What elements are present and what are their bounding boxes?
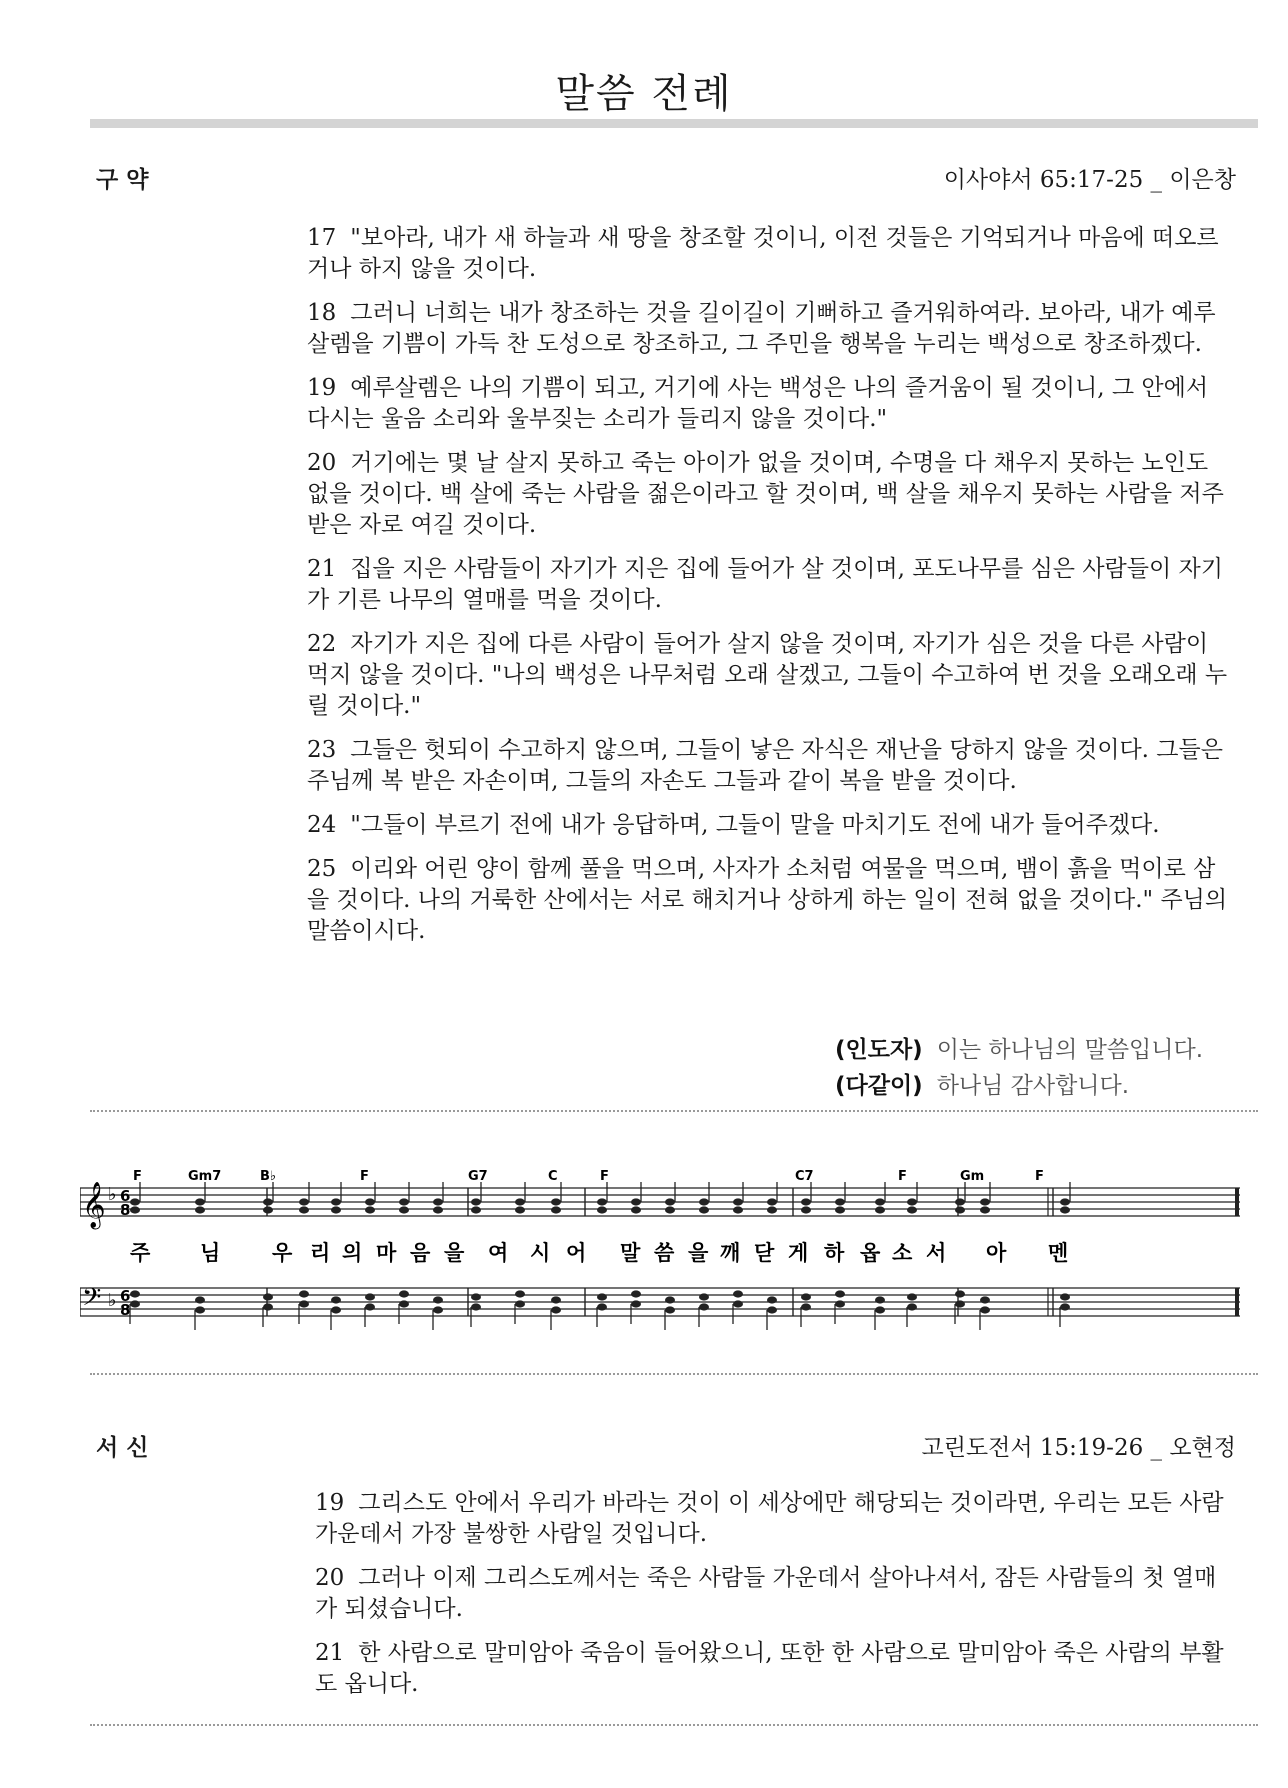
note-head	[801, 1293, 811, 1300]
verse-number: 23	[307, 737, 337, 763]
note-head	[399, 1300, 409, 1307]
epistle-reference: 고린도전서 15:19-26 _ 오현정	[921, 1435, 1236, 1461]
response-all-label: (다같이)	[835, 1073, 923, 1099]
note-head	[299, 1206, 309, 1213]
treble-clef-icon: 𝄞	[82, 1182, 106, 1228]
verse-text: 그들은 헛되이 수고하지 않으며, 그들이 낳은 자식은 재난을 당하지 않을 것이다. 그들은 주님께 복 받은 자손이며, 그들의 자손도 그들과 같이 복을 받을 것이다.	[307, 737, 1223, 794]
lyric-syllable: 아	[986, 1241, 1007, 1265]
lyric-syllable: 하	[824, 1241, 845, 1265]
note-head	[399, 1198, 409, 1205]
note-head	[699, 1198, 709, 1205]
note-head	[551, 1296, 561, 1303]
lyric-syllable: 서	[926, 1241, 947, 1265]
note-head	[299, 1290, 309, 1297]
note-head	[835, 1290, 845, 1297]
lyric-syllable: 주	[130, 1241, 151, 1265]
old-testament-reference: 이사야서 65:17-25 _ 이은창	[943, 167, 1236, 193]
lyric-syllable: 의	[342, 1241, 363, 1265]
lyric-syllable: 소	[892, 1241, 913, 1265]
note-head	[1060, 1293, 1070, 1300]
verse-number: 21	[315, 1640, 345, 1666]
lyric-syllable: 옵	[860, 1241, 881, 1265]
note-head	[835, 1198, 845, 1205]
note-head	[801, 1303, 811, 1310]
note-head	[733, 1206, 743, 1213]
chord-symbol: Gm	[960, 1169, 985, 1184]
note-head	[195, 1306, 205, 1313]
verse-text: "보아라, 내가 새 하늘과 새 땅을 창조할 것이니, 이전 것들은 기억되거나 마음에 떠오르거나 하지 않을 것이다.	[307, 225, 1219, 282]
note-head	[907, 1303, 917, 1310]
chord-symbol: Gm7	[188, 1169, 222, 1184]
chord-symbol: B♭	[260, 1169, 277, 1184]
verse	[307, 629, 1237, 722]
chord-symbol: F	[360, 1169, 369, 1184]
note-head	[1060, 1206, 1070, 1213]
title-rule	[90, 119, 1258, 128]
response-line-leader	[835, 1032, 1203, 1068]
note-head	[801, 1198, 811, 1205]
note-head	[471, 1303, 481, 1310]
chord-symbol: G7	[468, 1169, 488, 1184]
verse-text: 거기에는 몇 날 살지 못하고 죽는 아이가 없을 것이며, 수명을 다 채우지 못하는 노인도 없을 것이다. 백 살에 죽는 사람을 젊은이라고 할 것이며, 백 살을 채우지 못하는 사람을 저주받은 자로 여길 것이다.	[307, 450, 1224, 538]
note-head	[433, 1206, 443, 1213]
verse-number: 22	[307, 631, 337, 657]
note-head	[263, 1198, 273, 1205]
lyric-syllable: 깨	[720, 1241, 741, 1265]
note-head	[955, 1300, 965, 1307]
lyric-syllable: 우	[272, 1241, 293, 1265]
verse-number: 25	[307, 856, 337, 882]
note-head	[733, 1300, 743, 1307]
note-head	[365, 1293, 375, 1300]
note-head	[551, 1198, 561, 1205]
note-head	[471, 1293, 481, 1300]
verse-text: "그들이 부르기 전에 내가 응답하며, 그들이 말을 마치기도 전에 내가 들어주겠다.	[350, 812, 1160, 838]
chord-symbol: F	[600, 1169, 609, 1184]
response-leader-text: 이는 하나님의 말씀입니다.	[936, 1037, 1204, 1063]
note-head	[980, 1206, 990, 1213]
note-head	[733, 1290, 743, 1297]
note-head	[631, 1206, 641, 1213]
lyric-syllable: 님	[200, 1241, 221, 1265]
verse-text: 그리스도 안에서 우리가 바라는 것이 이 세상에만 해당되는 것이라면, 우리는 모든 사람 가운데서 가장 불쌍한 사람일 것입니다.	[315, 1490, 1224, 1547]
music-score	[80, 1160, 1248, 1340]
verse	[307, 735, 1237, 797]
note-head	[263, 1206, 273, 1213]
note-head	[665, 1198, 675, 1205]
verse	[307, 448, 1237, 541]
note-head	[875, 1306, 885, 1313]
note-head	[699, 1293, 709, 1300]
lyric-syllable: 시	[530, 1241, 551, 1265]
note-head	[907, 1293, 917, 1300]
time-signature-icon: 6	[120, 1287, 131, 1305]
verse	[315, 1563, 1237, 1625]
lyric-syllable: 을	[688, 1241, 709, 1265]
note-head	[907, 1206, 917, 1213]
verse	[315, 1638, 1237, 1700]
note-head	[130, 1206, 140, 1213]
note-head	[665, 1296, 675, 1303]
note-head	[515, 1290, 525, 1297]
note-head	[1060, 1303, 1070, 1310]
verse-text: 그러니 너희는 내가 창조하는 것을 길이길이 기뻐하고 즐거워하여라. 보아라, 내가 예루살렘을 기쁨이 가득 찬 도성으로 창조하고, 그 주민을 행복을 누리는 백성으로 창조하겠다.	[307, 300, 1216, 357]
dotted-divider	[90, 1373, 1258, 1375]
note-head	[955, 1198, 965, 1205]
chord-symbol: F	[1035, 1169, 1044, 1184]
time-signature-icon: 8	[120, 1301, 131, 1319]
note-head	[130, 1290, 140, 1297]
verse-text: 집을 지은 사람들이 자기가 지은 집에 들어가 살 것이며, 포도나무를 심은 사람들이 자기가 기른 나무의 열매를 먹을 것이다.	[307, 556, 1223, 613]
note-head	[875, 1198, 885, 1205]
note-head	[263, 1303, 273, 1310]
lyric-syllable: 리	[310, 1241, 331, 1265]
note-head	[263, 1293, 273, 1300]
verse	[307, 298, 1237, 360]
lyric-syllable: 멘	[1048, 1241, 1069, 1265]
note-head	[665, 1206, 675, 1213]
response-leader-label: (인도자)	[835, 1037, 923, 1063]
chord-symbol: F	[133, 1169, 142, 1184]
epistle-label: 서 신	[96, 1435, 149, 1461]
flat-icon: ♭	[108, 1184, 117, 1205]
note-head	[471, 1206, 481, 1213]
note-head	[515, 1198, 525, 1205]
time-signature-icon: 8	[120, 1201, 131, 1219]
note-head	[907, 1198, 917, 1205]
note-head	[331, 1198, 341, 1205]
old-testament-label: 구 약	[96, 167, 149, 193]
verse-text: 한 사람으로 말미암아 죽음이 들어왔으니, 또한 한 사람으로 말미암아 죽은 사람의 부활도 옵니다.	[315, 1640, 1224, 1697]
note-head	[597, 1206, 607, 1213]
note-head	[331, 1296, 341, 1303]
note-head	[515, 1206, 525, 1213]
epistle-verses	[315, 1488, 1237, 1713]
verse-text: 자기가 지은 집에 다른 사람이 들어가 살지 않을 것이며, 자기가 심은 것을 다른 사람이 먹지 않을 것이다. "나의 백성은 나무처럼 오래 살겠고, 그들이 수고하여 번 것을 오래오래 누릴 것이다."	[307, 631, 1228, 719]
verse-text: 이리와 어린 양이 함께 풀을 먹으며, 사자가 소처럼 여물을 먹으며, 뱀이 흙을 먹이로 삼을 것이다. 나의 거룩한 산에서는 서로 해치거나 상하게 하는 일이 전혀 없을 것이다." 주님의 말씀이시다.	[307, 856, 1228, 944]
page-title: 말씀 전례	[555, 71, 733, 117]
dotted-divider	[90, 1724, 1258, 1726]
verse	[307, 373, 1237, 435]
note-head	[980, 1296, 990, 1303]
verse-number: 20	[315, 1565, 345, 1591]
note-head	[631, 1290, 641, 1297]
response-block	[835, 1032, 1203, 1104]
note-head	[433, 1306, 443, 1313]
note-head	[665, 1306, 675, 1313]
lyric-syllable: 말	[620, 1241, 641, 1265]
lyric-syllable: 여	[488, 1241, 509, 1265]
note-head	[801, 1206, 811, 1213]
old-testament-verses	[307, 223, 1237, 960]
note-head	[471, 1198, 481, 1205]
verse-number: 18	[307, 300, 337, 326]
lyric-syllable: 닫	[754, 1241, 775, 1265]
note-head	[733, 1198, 743, 1205]
note-head	[875, 1296, 885, 1303]
note-head	[551, 1306, 561, 1313]
lyric-syllable: 음	[410, 1241, 431, 1265]
verse-number: 24	[307, 812, 337, 838]
note-head	[331, 1306, 341, 1313]
verse-number: 19	[307, 375, 337, 401]
chord-symbol: C	[548, 1169, 558, 1184]
note-head	[331, 1206, 341, 1213]
note-head	[980, 1306, 990, 1313]
note-head	[195, 1198, 205, 1205]
note-head	[195, 1296, 205, 1303]
verse-text: 그러나 이제 그리스도께서는 죽은 사람들 가운데서 살아나셔서, 잠든 사람들의 첫 열매가 되셨습니다.	[315, 1565, 1217, 1622]
verse	[307, 810, 1237, 841]
bass-clef-icon: 𝄢	[82, 1283, 102, 1318]
note-head	[875, 1206, 885, 1213]
verse-number: 17	[307, 225, 337, 251]
response-line-all	[835, 1068, 1203, 1104]
note-head	[767, 1306, 777, 1313]
note-head	[515, 1300, 525, 1307]
verse	[307, 223, 1237, 285]
note-head	[195, 1206, 205, 1213]
verse-number: 20	[307, 450, 337, 476]
note-head	[299, 1300, 309, 1307]
lyric-syllable: 씀	[654, 1241, 675, 1265]
note-head	[399, 1206, 409, 1213]
note-head	[130, 1198, 140, 1205]
verse-number: 21	[307, 556, 337, 582]
note-head	[767, 1206, 777, 1213]
lyric-syllable: 마	[376, 1241, 397, 1265]
note-head	[597, 1198, 607, 1205]
note-head	[365, 1303, 375, 1310]
note-head	[631, 1198, 641, 1205]
note-head	[399, 1290, 409, 1297]
verse-text: 예루살렘은 나의 기쁨이 되고, 거기에 사는 백성은 나의 즐거움이 될 것이니, 그 안에서 다시는 울음 소리와 울부짖는 소리가 들리지 않을 것이다."	[307, 375, 1209, 432]
note-head	[955, 1206, 965, 1213]
chord-symbol: F	[898, 1169, 907, 1184]
note-head	[365, 1206, 375, 1213]
lyric-syllable: 어	[566, 1241, 587, 1265]
response-all-text: 하나님 감사합니다.	[936, 1073, 1130, 1099]
note-head	[835, 1206, 845, 1213]
note-head	[365, 1198, 375, 1205]
verse	[307, 554, 1237, 616]
note-head	[597, 1293, 607, 1300]
verse	[315, 1488, 1237, 1550]
note-head	[767, 1198, 777, 1205]
lyric-syllable: 게	[788, 1241, 809, 1265]
note-head	[433, 1198, 443, 1205]
lyric-syllable: 을	[444, 1241, 465, 1265]
note-head	[767, 1296, 777, 1303]
note-head	[551, 1206, 561, 1213]
note-head	[980, 1198, 990, 1205]
note-head	[130, 1300, 140, 1307]
note-head	[955, 1290, 965, 1297]
verse-number: 19	[315, 1490, 345, 1516]
flat-icon: ♭	[108, 1290, 117, 1311]
note-head	[433, 1296, 443, 1303]
verse	[307, 854, 1237, 947]
note-head	[699, 1303, 709, 1310]
note-head	[299, 1198, 309, 1205]
note-head	[1060, 1198, 1070, 1205]
note-head	[699, 1206, 709, 1213]
chord-symbol: C7	[795, 1169, 814, 1184]
dotted-divider	[90, 1110, 1258, 1112]
note-head	[631, 1300, 641, 1307]
note-head	[597, 1303, 607, 1310]
time-signature-icon: 6	[120, 1187, 131, 1205]
note-head	[835, 1300, 845, 1307]
